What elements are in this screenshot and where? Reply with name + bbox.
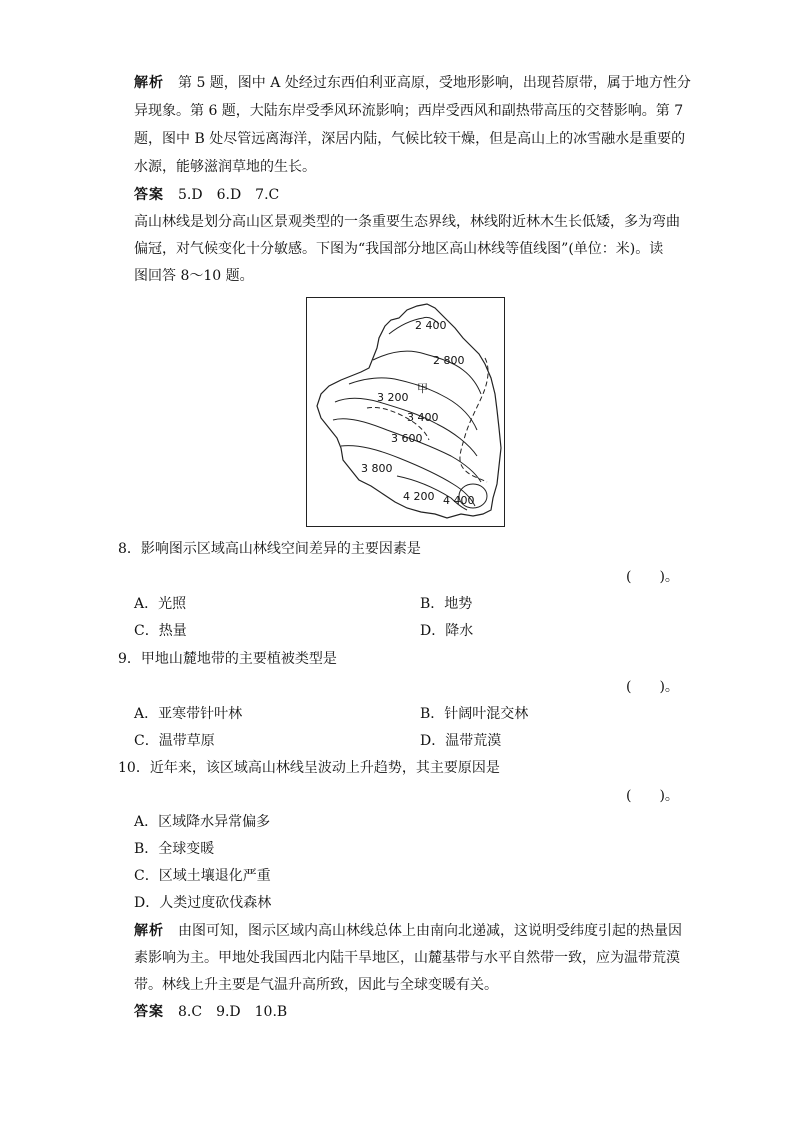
- question-10-stem: 10．近年来，该区域高山林线呈波动上升趋势，其主要原因是: [118, 760, 500, 776]
- q9-option-d: D．温带荒漠: [420, 733, 502, 749]
- label-3400: 3 400: [407, 411, 439, 424]
- analysis-line-2: 异现象。第 6 题，大陆东岸受季风环流影响；西岸受西风和副热带高压的交替影响。第 7: [134, 103, 684, 119]
- label-2400: 2 400: [415, 319, 447, 332]
- question-8-stem: 8．影响图示区域高山林线空间差异的主要因素是: [118, 541, 421, 557]
- label-3800: 3 800: [361, 462, 393, 475]
- intro-line-2: 偏冠，对气候变化十分敏感。下图为“我国部分地区高山林线等值线图”(单位：米)。读: [134, 241, 664, 257]
- analysis-line-1: [134, 73, 691, 93]
- answer2-line: [134, 1002, 287, 1022]
- map-svg: [307, 298, 504, 526]
- q10-option-a: A．区域降水异常偏多: [134, 814, 271, 830]
- analysis-text: 第 5 题，图中 A 处经过东西伯利亚高原，受地形影响，出现苔原带，属于地方性分: [178, 75, 691, 91]
- label-2800: 2 800: [433, 354, 465, 367]
- intro-line-1: 高山林线是划分高山区景观类型的一条重要生态界线，林线附近林木生长低矮，多为弯曲: [134, 214, 680, 230]
- analysis2-line-1: [134, 921, 682, 941]
- question-10-paren: ( )。: [626, 788, 679, 804]
- answer-line: [134, 185, 279, 205]
- q9-option-c: C．温带草原: [134, 733, 215, 749]
- analysis2-text: 由图可知，图示区域内高山林线总体上由南向北递减，这说明受纬度引起的热量因: [178, 923, 682, 939]
- label-3600: 3 600: [391, 432, 423, 445]
- answer-label: 答案: [134, 187, 164, 203]
- answer-text: 5.D 6.D 7.C: [178, 187, 280, 203]
- contour-3400: [335, 398, 477, 456]
- analysis2-line-3: 带。林线上升主要是气温升高所致，因此与全球变暖有关。: [134, 977, 498, 993]
- contour-3600: [333, 419, 481, 482]
- intro-line-3: 图回答 8～10 题。: [134, 268, 254, 284]
- boundary-line: [460, 358, 488, 482]
- treeline-contour-map: [306, 297, 505, 527]
- q8-option-c: C．热量: [134, 623, 187, 639]
- q9-option-a: A．亚寒带针叶林: [134, 706, 243, 722]
- answer2-text: 8.C 9.D 10.B: [178, 1004, 288, 1020]
- analysis-line-3: 题，图中 B 处尽管远离海洋，深居内陆，气候比较干燥，但是高山上的冰雪融水是重要的: [134, 131, 686, 147]
- label-point: 甲: [417, 382, 428, 395]
- q10-option-b: B．全球变暖: [134, 841, 215, 857]
- analysis2-label: 解析: [134, 923, 164, 939]
- question-8-paren: ( )。: [626, 569, 679, 585]
- q10-option-d: D．人类过度砍伐森林: [134, 895, 272, 911]
- q8-option-a: A．光照: [134, 596, 187, 612]
- question-9-stem: 9．甲地山麓地带的主要植被类型是: [118, 651, 337, 667]
- analysis2-line-2: 素影响为主。甲地处我国西北内陆干旱地区，山麓基带与水平自然带一致，应为温带荒漠: [134, 950, 680, 966]
- analysis-label: 解析: [134, 75, 164, 91]
- answer2-label: 答案: [134, 1004, 164, 1020]
- analysis-line-4: 水源，能够滋润草地的生长。: [134, 159, 316, 175]
- q9-option-b: B．针阔叶混交林: [420, 706, 529, 722]
- q8-option-b: B．地势: [420, 596, 473, 612]
- label-4400: 4 400: [443, 494, 475, 507]
- q10-option-c: C．区域土壤退化严重: [134, 868, 271, 884]
- label-4200: 4 200: [403, 490, 435, 503]
- label-3200: 3 200: [377, 391, 409, 404]
- question-9-paren: ( )。: [626, 679, 679, 695]
- q8-option-d: D．降水: [420, 623, 474, 639]
